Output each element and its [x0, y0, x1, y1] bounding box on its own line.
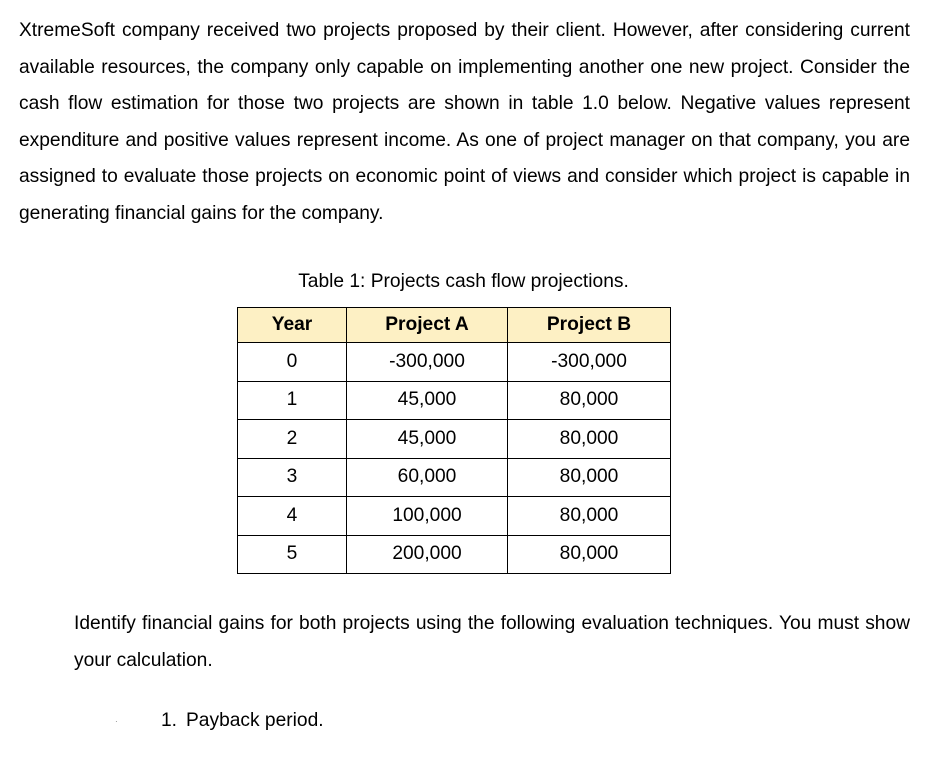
- table-row: [238, 381, 671, 420]
- cell-project-a: 100,000: [347, 497, 508, 536]
- cell-project-b: 80,000: [508, 535, 671, 574]
- task-label: Payback period.: [186, 710, 324, 731]
- cell-year: 4: [238, 497, 347, 536]
- table-row: [238, 497, 671, 536]
- table-row: [238, 420, 671, 459]
- cell-year: 2: [238, 420, 347, 459]
- task-number: 1.: [161, 710, 178, 731]
- cell-year: 3: [238, 458, 347, 497]
- cell-project-a: 45,000: [347, 381, 508, 420]
- table-row: [238, 343, 671, 382]
- cell-year: 5: [238, 535, 347, 574]
- cell-project-b: -300,000: [508, 343, 671, 382]
- table-caption: [0, 270, 927, 294]
- cash-flow-table: [237, 307, 671, 574]
- cell-project-b: 80,000: [508, 420, 671, 459]
- cell-project-b: 80,000: [508, 458, 671, 497]
- header-project-b: Project B: [508, 308, 671, 343]
- cell-project-b: 80,000: [508, 381, 671, 420]
- intro-paragraph: XtremeSoft company received two projects proposed by their client. However, after considering current available resources, the company only capable on implementing another one new project. Consider the cash flow estimation for those two projects are shown in table 1.0 below. Negative values represent expenditure and positive values represent income. As one of project manager on that company, you are assigned to evaluate those projects on economic point of views and consider which project is capable in generating financial gains for the company.: [19, 20, 910, 224]
- cell-year: 1: [238, 381, 347, 420]
- cell-project-b: 80,000: [508, 497, 671, 536]
- table-caption-text: Table 1: Projects cash flow projections.: [298, 271, 629, 292]
- header-year: Year: [238, 308, 347, 343]
- table-row: [238, 458, 671, 497]
- table-row: [238, 535, 671, 574]
- cell-project-a: 45,000: [347, 420, 508, 459]
- cell-project-a: -300,000: [347, 343, 508, 382]
- header-project-a: Project A: [347, 308, 508, 343]
- cell-year: 0: [238, 343, 347, 382]
- stray-dot-mark: ·: [115, 717, 118, 726]
- cell-project-a: 60,000: [347, 458, 508, 497]
- task-list: [161, 707, 324, 735]
- question-paragraph: Identify financial gains for both projects using the following evaluation techniques. You must show your calculation.: [74, 613, 910, 671]
- list-item: [161, 707, 324, 735]
- table-header-row: [238, 308, 671, 343]
- cell-project-a: 200,000: [347, 535, 508, 574]
